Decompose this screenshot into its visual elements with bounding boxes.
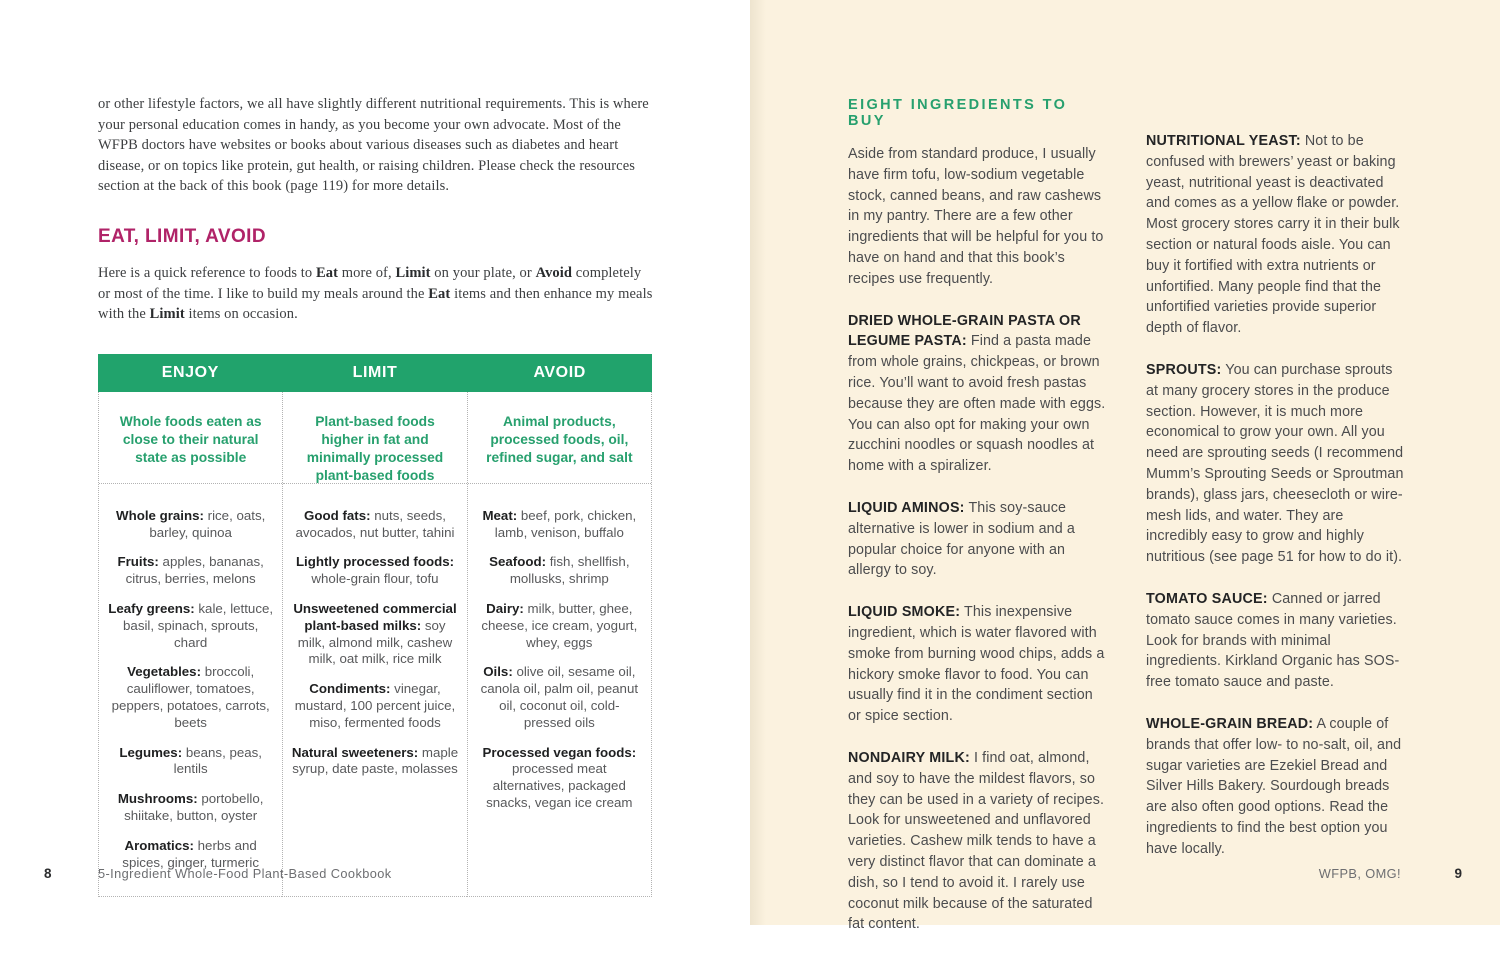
column-items [283,484,466,810]
item-text: nuts, seeds, avocados, nut butter, tahini [295,507,455,540]
item-text: broccoli, cauliflower, tomatoes, peppers, potatoes, carrots, beets [111,664,270,730]
table-column-avoid [467,392,652,898]
item-text: rice, oats, barley, quinoa [149,507,266,540]
right-page-footer [750,866,1500,886]
item-label: Oils: [483,664,513,680]
ingredient-description: This inexpensive ingredient, which is water flavored with smoke from burning wood chips, adds a hickory smoke flavor to food. You can usually find it in the condiment section or spice section. [848,604,1105,725]
item-label: Leafy greens: [108,600,195,616]
table-column-enjoy [98,392,282,898]
ingredient-entry [848,602,1106,727]
food-item [291,681,458,731]
item-label: Processed vegan foods: [482,744,637,760]
food-item [476,664,643,731]
item-label: Fruits: [117,554,159,570]
item-label: Dairy: [486,600,524,616]
item-label: Good fats: [304,507,371,523]
item-label: Condiments: [309,681,391,697]
ingredient-term: TOMATO SAUCE: [1146,590,1268,607]
header-cell-limit: LIMIT [352,363,398,381]
column-subtitle: Plant-based foods higher in fat and minimally processed plant-based foods [283,392,466,484]
food-item [107,791,274,825]
ingredient-term: WHOLE-GRAIN BREAD: [1146,715,1314,732]
ref-bold-eat: Eat [316,264,339,281]
item-text: olive oil, sesame oil, canola oil, palm oil, peanut oil, coconut oil, cold-pressed oils [480,664,639,730]
ref-seg: more of, [338,264,396,281]
food-item [291,508,458,542]
item-text: milk, butter, ghee, cheese, ice cream, yogurt, whey, eggs [481,600,638,650]
item-label: Whole grains: [116,507,204,523]
item-label: Seafood: [489,554,546,570]
food-item [476,601,643,651]
section-heading-eat-limit-avoid: EAT, LIMIT, AVOID [98,225,266,247]
intro-paragraph: or other lifestyle factors, we all have slightly different nutritional requirements. This is where your personal education comes in handy, as you become your own advocate. Most of the WFPB doctors have websites or books about various diseases such as diabetes and heart disease, or on topics like protein, gut health, or raising children. Please check the resources section at the back of this book (page 119) for more details. [98,96,649,195]
ingredient-description: You can purchase sprouts at many grocery stores in the produce section. However, it is much more economical to grow your own. All you need are sprouting seeds (I recommend Mumm’s Sprouting Seeds or Sproutman brands), glass jars, cheesecloth or wire-mesh lids, and water. They are incredibly easy to grow and highly nutritious (see page 51 for how to do it). [1146,361,1404,566]
item-text: vinegar, mustard, 100 percent juice, miso, fermented foods [294,681,456,730]
left-page-content [98,94,654,897]
ingredient-term: DRIED WHOLE-GRAIN PASTA OR LEGUME PASTA: [848,312,1081,350]
column-subtitle: Animal products, processed foods, oil, refined sugar, and salt [468,392,651,484]
ingredient-term: LIQUID SMOKE: [848,604,961,621]
ingredient-entry [1146,360,1404,568]
item-text: soy milk, almond milk, cashew milk, oat milk, rice milk [297,617,453,667]
column-items [468,484,651,837]
column-items [99,484,282,897]
ingredient-description: Canned or jarred tomato sauce comes in many varieties. Look for brands with minimal ingredients. Kirkland Organic has SOS-free tomato sauce and paste. [1146,590,1400,691]
ref-seg: items and then enhance my meals with the [98,285,653,323]
ref-seg: completely or most of the time. I like to build my meals around the [98,264,642,302]
item-label: Lightly processed foods: [295,554,455,570]
ingredient-term: SPROUTS: [1146,361,1222,378]
item-text: apples, bananas, citrus, berries, melons [125,554,264,587]
item-text: fish, shellfish, mollusks, shrimp [509,554,630,587]
ref-bold-limit-2: Limit [149,306,185,323]
item-text: herbs and spices, ginger, turmeric [122,837,260,870]
ref-seg: items on occasion. [184,306,298,323]
table-header-row [98,354,652,392]
item-text: processed meat alternatives, packaged snacks, vegan ice cream [486,761,633,810]
ingredient-term: LIQUID AMINOS: [848,499,965,516]
page-number: 8 [44,866,52,881]
table-column-limit [282,392,466,898]
page-number: 9 [1454,866,1462,881]
header-cell-avoid: AVOID [533,363,586,381]
book-title: 5-Ingredient Whole-Food Plant-Based Cookbook [98,866,392,881]
ingredients-intro: Aside from standard produce, I usually have firm tofu, low-sodium vegetable stock, canned beans, and raw cashews in my pantry. There are a few other ingredients that will be helpful for you to have on hand and that this book’s recipes use frequently. [848,146,1104,287]
ingredient-description: This soy-sauce alternative is lower in sodium and a popular choice for anyone with an allergy to soy. [848,499,1075,579]
item-label: Mushrooms: [117,791,198,807]
ingredient-term: NUTRITIONAL YEAST: [1146,133,1301,149]
ingredient-entry [848,311,1106,477]
food-item [107,508,274,542]
item-label: Aromatics: [124,837,194,853]
item-text: kale, lettuce, basil, spinach, sprouts, chard [123,600,274,650]
right-page [750,0,1500,933]
left-page-footer [0,866,750,886]
ingredient-entry [1146,714,1404,860]
ingredient-entry [848,748,1106,935]
item-label: Meat: [482,507,518,523]
header-cell-enjoy: ENJOY [161,363,219,381]
reference-paragraph [98,263,654,325]
food-item [107,601,274,651]
item-label: Legumes: [119,744,183,760]
column-subtitle: Whole foods eaten as close to their natural state as possible [99,392,282,484]
ref-bold-avoid: Avoid [535,264,573,281]
ingredient-description: A couple of brands that offer low- to no-salt, oil, and sugar varieties are Ezekiel Bread and Silver Hills Bakery. Sourdough breads are also often good options. Read the ingredients to find the best option you have locally. [1146,715,1402,857]
table-body [98,392,652,898]
item-text: portobello, shiitake, button, oyster [124,791,264,823]
food-item [476,745,643,812]
ingredient-entry [848,498,1106,581]
item-text: beef, pork, chicken, lamb, venison, buffalo [494,507,637,540]
food-item [291,554,458,588]
ref-seg: Here is a quick reference to foods to [98,264,316,281]
item-label: Natural sweeteners: [291,744,419,760]
food-item [291,601,458,668]
food-item [107,554,274,588]
ref-bold-limit: Limit [395,264,431,281]
food-reference-table [98,354,652,898]
item-text: maple syrup, date paste, molasses [292,744,459,777]
ref-bold-eat-2: Eat [428,285,451,302]
food-item [291,745,458,779]
food-item [476,508,643,542]
item-text: whole-grain flour, tofu [311,571,439,587]
ingredient-description: Find a pasta made from whole grains, chickpeas, or brown rice. You’ll want to avoid fresh pastas because they are often made with eggs. You can also opt for making your own zucchini noodles or squash noodles at home with a spiralizer. [848,333,1106,475]
ingredient-entry [1146,589,1404,693]
food-item [107,664,274,731]
running-head: WFPB, OMG! [1318,866,1401,881]
section-heading-eight-ingredients: EIGHT INGREDIENTS TO BUY [848,97,1068,129]
ingredient-description: Not to be confused with brewers’ yeast or baking yeast, nutritional yeast is deactivated and comes as a yellow flake or powder. Most grocery stores carry it in their bulk section or natural foods aisle. You can buy it fortified with extra nutrients or unfortified. Many people find that the unfortified varieties provide superior depth of flavor. [1146,133,1400,337]
ref-seg: on your plate, or [430,264,536,281]
ingredient-entry [1146,131,1404,339]
right-page-column-2 [1146,131,1404,881]
item-label: Vegetables: [127,664,201,680]
food-item [476,554,643,588]
ingredient-description: I find oat, almond, and soy to have the mildest flavors, so they can be used in a variety of recipes. Look for unsweetened and unflavored varieties. Cashew milk tends to have a very distinct flavor that can dominate a dish, so I tend to avoid it. I rarely use coconut milk because of the saturated fat content. [848,749,1105,933]
food-item [107,745,274,779]
left-page [0,0,750,925]
item-label: Unsweetened commercial plant-based milks: [293,600,457,633]
right-page-column-1 [848,97,1106,956]
item-text: beans, peas, lentils [173,744,262,777]
ingredient-term: NONDAIRY MILK: [848,749,970,766]
